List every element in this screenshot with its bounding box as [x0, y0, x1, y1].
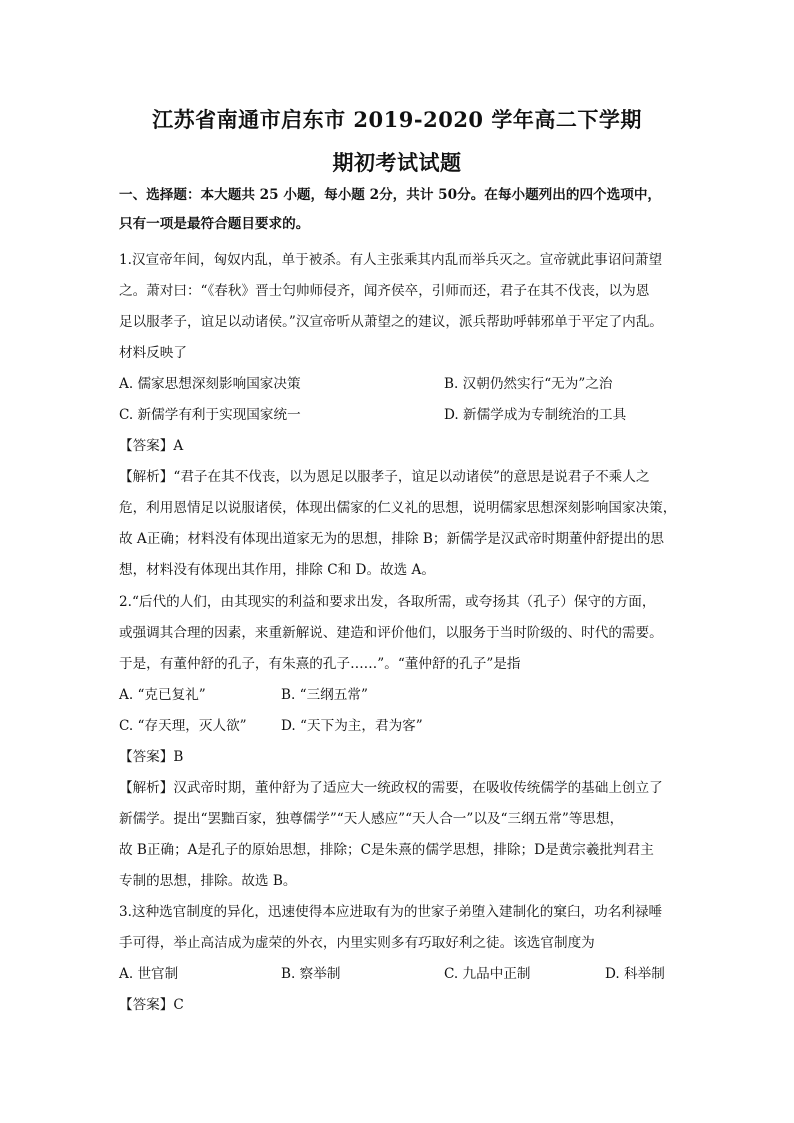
doc-title-line1: 江苏省南通市启东市 2019-2020 学年高二下学期 [152, 107, 642, 132]
q2-stem-line: 于是，有董仲舒的孔子，有朱熹的孔子……”。“董仲舒的孔子”是指 [119, 656, 521, 672]
q1-stem-line: 足以服孝子，谊足以动诸侯。”汉宣帝听从萧望之的建议，派兵帮助呼韩邪单于平定了内乱。 [119, 314, 663, 330]
q2-analysis-line: 新儒学。提出“罢黜百家，独尊儒学”“天人感应”“天人合一”以及“三纲五常”等思想， [119, 811, 624, 827]
doc-title-line2: 期初考试试题 [332, 150, 462, 175]
section-heading-line1: 一、选择题：本大题共 25 小题，每小题 2分，共计 50分。在每小题列出的四个选项中， [119, 187, 662, 203]
q1-stem-line: 1.汉宣帝年间，匈奴内乱，单于被杀。有人主张乘其内乱而举兵灭之。宣帝就此事诏问萧望 [119, 252, 663, 268]
q2-option-b: B. “三纲五常” [281, 687, 368, 703]
q1-stem-line: 材料反映了 [119, 345, 187, 361]
q1-analysis-line: 危，利用恩情足以说服诸侯，体现出儒家的仁义礼的思想，说明儒家思想深刻影响国家决策， [119, 500, 677, 516]
q2-analysis-line: 【解析】汉武帝时期，董仲舒为了适应大一统政权的需要，在吸收传统儒学的基础上创立了 [119, 780, 663, 796]
q3-option-b: B. 察举制 [281, 966, 341, 982]
q3-stem-line: 3.这种选官制度的异化，迅速使得本应进取有为的世家子弟堕入建制化的窠臼，功名利禄唾 [119, 904, 663, 920]
q2-analysis-line: 故 B正确；A是孔子的原始思想，排除；C是朱熹的儒学思想，排除；D是黄宗羲批判君主 [119, 842, 654, 858]
q2-option-c: C. “存天理，灭人欲” [119, 718, 247, 734]
q2-stem-line: 或强调其合理的因素，来重新解说、建造和评价他们，以服务于当时阶级的、时代的需要。 [119, 625, 663, 641]
q3-option-a: A. 世官制 [119, 966, 179, 982]
q2-option-d: D. “天下为主，君为客” [281, 718, 423, 734]
q2-analysis-line: 专制的思想，排除。故选 B。 [119, 873, 297, 889]
q2-stem-line: 2.“后代的人们，由其现实的利益和要求出发，各取所需，或夸扬其（孔子）保守的方面， [119, 594, 656, 610]
q2-option-a: A. “克已复礼” [119, 687, 206, 703]
q1-analysis-line: 故 A正确；材料没有体现出道家无为的思想，排除 B；新儒学是汉武帝时期董仲舒提出的思 [119, 531, 665, 547]
q1-option-a: A. 儒家思想深刻影响国家决策 [119, 376, 301, 392]
q1-analysis-line: 【解析】“君子在其不伐丧，以为恩足以服孝子，谊足以动诸侯”的意思是说君子不乘人之 [119, 469, 650, 485]
q1-option-b: B. 汉朝仍然实行“无为”之治 [444, 376, 613, 392]
section-heading-line2: 只有一项是最符合题目要求的。 [119, 216, 310, 232]
q1-option-c: C. 新儒学有利于实现国家统一 [119, 407, 301, 423]
q1-option-d: D. 新儒学成为专制统治的工具 [444, 407, 627, 423]
q3-answer: 【答案】C [119, 997, 184, 1013]
q1-answer: 【答案】A [119, 438, 184, 454]
q3-option-c: C. 九品中正制 [444, 966, 531, 982]
q3-stem-line: 手可得，举止高洁成为虚荣的外衣，内里实则多有巧取好利之徒。该选官制度为 [119, 935, 595, 951]
q2-answer: 【答案】B [119, 749, 184, 765]
q3-option-d: D. 科举制 [605, 966, 665, 982]
q1-stem-line: 之。萧对曰：“《春秋》晋士匄帅师侵齐，闻齐侯卒，引师而还，君子在其不伐丧，以为恩 [119, 283, 650, 299]
q1-analysis-line: 想，材料没有体现出其作用，排除 C和 D。故选 A。 [119, 562, 435, 578]
